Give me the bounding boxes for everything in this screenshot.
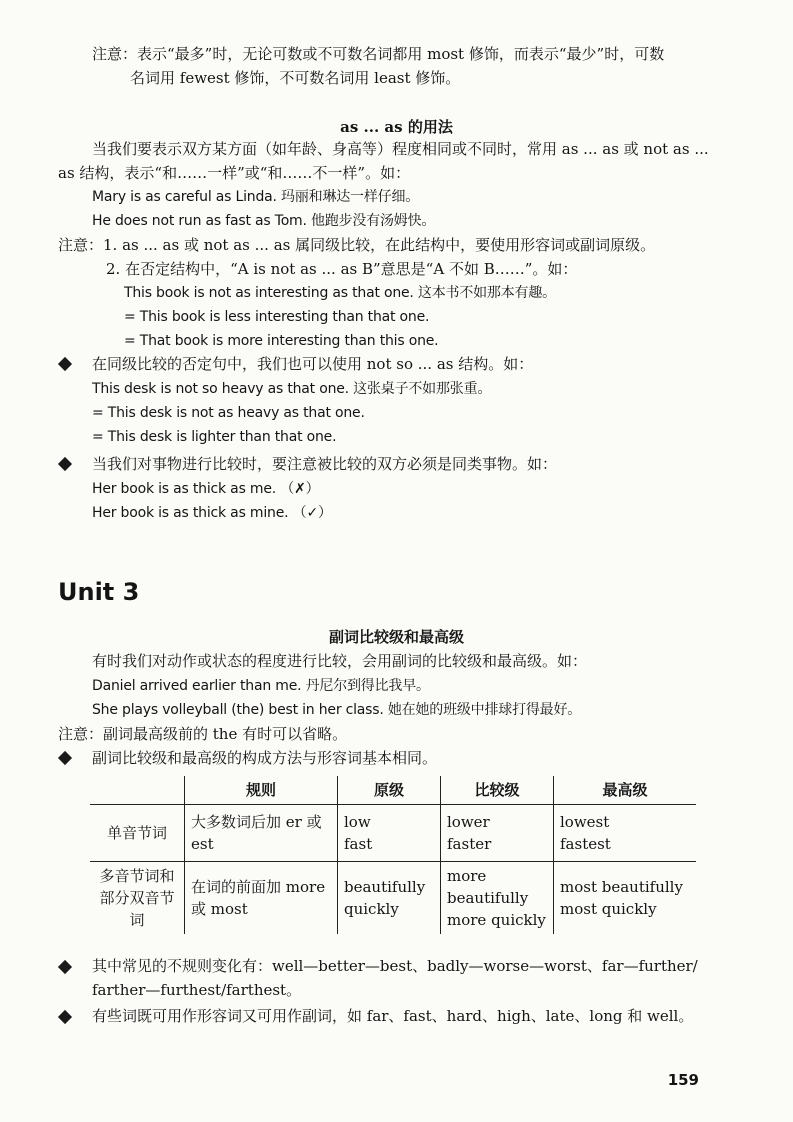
cross-mark-icon: （✗） xyxy=(280,481,320,497)
note-negative-structure: 2. 在否定结构中，“A is not as ... as B”意思是“A 不如 B……”。如： xyxy=(106,260,578,278)
bullet-adj-adv: 有些词既可用作形容词又可用作副词，如 far、fast、hard、high、late、long 和 well。 xyxy=(92,1007,694,1025)
comparison-table xyxy=(90,776,696,934)
example-right xyxy=(92,503,332,523)
page-number: 159 xyxy=(667,1071,699,1089)
example-mary: Mary is as careful as Linda. 玛丽和琳达一样仔细。 xyxy=(92,189,420,205)
table-row xyxy=(90,805,696,862)
row-rule xyxy=(185,805,338,862)
example-daniel: Daniel arrived earlier than me. 丹尼尔到得比我早。 xyxy=(92,678,430,694)
diamond-bullet-icon xyxy=(58,1010,72,1024)
bullet-irregular-line2: farther—furthest/farthest。 xyxy=(92,981,302,999)
bullet-formation: 副词比较级和最高级的构成方法与形容词基本相同。 xyxy=(92,749,438,767)
intro-line2: as 结构，表示“和……一样”或“和……不一样”。如： xyxy=(58,164,411,182)
example-book-2: = This book is less interesting than that one. xyxy=(124,309,430,325)
row-rule: 在词的前面加 more 或 most xyxy=(185,862,338,935)
note-most-fewest-line2: 名词用 fewest 修饰，不可数名词用 least 修饰。 xyxy=(130,69,461,87)
example-book-3: = That book is more interesting than this one. xyxy=(124,333,439,349)
row-base: low fast xyxy=(338,805,441,862)
example-desk-1: This desk is not so heavy as that one. 这张桌子不如那张重。 xyxy=(92,381,492,397)
note-same-level: 注意：1. as ... as 或 not as ... as 属同级比较，在此结构中，要使用形容词或副词原级。 xyxy=(58,236,656,254)
note-most-fewest-line1: 注意：表示“最多”时，无论可数或不可数名词都用 most 修饰，而表示“最少”时，可数 xyxy=(92,45,665,63)
example-desk-2: = This desk is not as heavy as that one. xyxy=(92,405,365,421)
row-base: beautifully quickly xyxy=(338,862,441,935)
diamond-bullet-icon xyxy=(58,357,72,371)
bullet-irregular-line1: 其中常见的不规则变化有：well—better—best、badly—worse—worst、far—further/ xyxy=(92,957,698,975)
adverb-intro: 有时我们对动作或状态的程度进行比较，会用副词的比较级和最高级。如： xyxy=(92,652,588,670)
note-omit-the: 注意：副词最高级前的 the 有时可以省略。 xyxy=(58,725,348,743)
row-superlative: most beautifully most quickly xyxy=(554,862,697,935)
table-header-row xyxy=(90,776,696,805)
unit-heading: Unit 3 xyxy=(58,578,140,606)
example-wrong-text: Her book is as thick as me. xyxy=(92,481,277,497)
row-comparative: more beautifully more quickly xyxy=(441,862,554,935)
example-desk-3: = This desk is lighter than that one. xyxy=(92,429,337,445)
row-superlative: lowest fastest xyxy=(554,805,697,862)
diamond-bullet-icon xyxy=(58,457,72,471)
bullet-same-kind: 当我们对事物进行比较时，要注意被比较的双方必须是同类事物。如： xyxy=(92,455,558,473)
example-volleyball: She plays volleyball (the) best in her class. 她在她的班级中排球打得最好。 xyxy=(92,702,582,718)
bullet-not-so-as: 在同级比较的否定句中，我们也可以使用 not so ... as 结构。如： xyxy=(92,355,534,373)
rule-text: 大多数词后加 er 或 est xyxy=(191,813,322,853)
row-label-monosyllabic: 单音节词 xyxy=(90,805,185,862)
intro-line1: 当我们要表示双方某方面（如年龄、身高等）程度相同或不同时，常用 as ... as 或 not as ... xyxy=(92,140,709,158)
table-header-base: 原级 xyxy=(338,776,441,805)
row-label-polysyllabic: 多音节词和部分双音节词 xyxy=(90,862,185,935)
table-header-comparative: 比较级 xyxy=(441,776,554,805)
check-mark-icon: （✓） xyxy=(292,505,332,521)
example-right-text: Her book is as thick as mine. xyxy=(92,505,289,521)
table-header-superlative: 最高级 xyxy=(554,776,697,805)
example-wrong xyxy=(92,479,319,499)
section-title-adverb-comparison: 副词比较级和最高级 xyxy=(328,628,464,646)
example-book-1: This book is not as interesting as that one. 这本书不如那本有趣。 xyxy=(124,285,556,301)
table-header-empty xyxy=(90,776,185,805)
diamond-bullet-icon xyxy=(58,960,72,974)
diamond-bullet-icon xyxy=(58,751,72,765)
row-comparative: lower faster xyxy=(441,805,554,862)
section-title-as-as: as ... as 的用法 xyxy=(340,118,453,136)
example-tom: He does not run as fast as Tom. 他跑步没有汤姆快。 xyxy=(92,213,436,229)
table-header-rule: 规则 xyxy=(185,776,338,805)
table-row xyxy=(90,862,696,935)
